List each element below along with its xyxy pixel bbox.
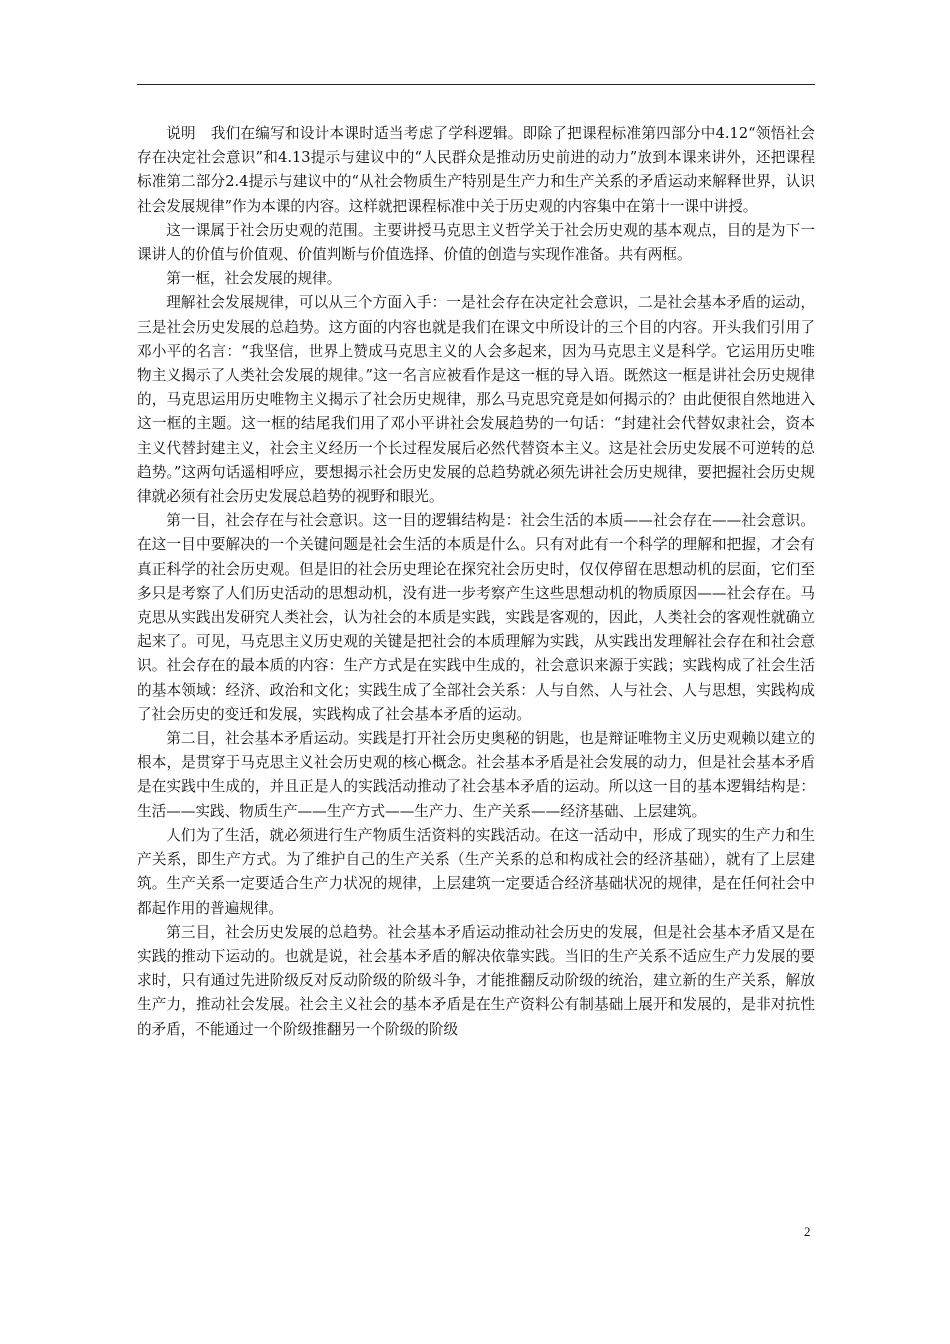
page-number: 2 (804, 1224, 811, 1239)
paragraph-section-two: 第二目，社会基本矛盾运动。实践是打开社会历史奥秘的钥匙，也是辩证唯物主义历史观赖以建立的根本，是贯穿于马克思主义社会历史观的核心概念。社会基本矛盾是社会发展的动力，但是社会基本矛盾是在实践中生成的，并且正是人的实践活动推动了社会基本矛盾的运动。所以这一目的基本逻辑结构是：生活——实践、物质生产——生产方式——生产力、生产关系——经济基础、上层建筑。 (137, 730, 815, 820)
paragraph-frame-one-intro: 理解社会发展规律，可以从三个方面入手：一是社会存在决定社会意识，二是社会基本矛盾的运动，三是社会历史发展的总趋势。这方面的内容也就是我们在课文中所设计的三个目的内容。开头我们引用了邓小平的名言：“我坚信，世界上赞成马克思主义的人会多起来，因为马克思主义是科学。它运用历史唯物主义揭示了人类社会发展的规律。”这一名言应被看作是这一框的导入语。既然这一框是讲社会历史规律的，马克思运用历史唯物主义揭示了社会历史规律，那么马克思究竟是如何揭示的？由此便很自然地进入这一框的主题。这一框的结尾我们用了邓小平讲社会发展趋势的一句话：“封建社会代替奴隶社会，资本主义代替封建主义，社会主义经历一个长过程发展后必然代替资本主义。这是社会历史发展不可逆转的总趋势。”这两句话遥相呼应，要想揭示社会历史发展的总趋势就必须先讲社会历史规律，要把握社会历史规律就必须有社会历史发展总趋势的视野和眼光。 (137, 294, 815, 506)
paragraph-lesson-scope: 这一课属于社会历史观的范围。主要讲授马克思主义哲学关于社会历史观的基本观点，目的是为下一课讲人的价值与价值观、价值判断与价值选择、价值的创造与实现作准备。共有两框。 (137, 221, 815, 264)
paragraph-section-one: 第一目，社会存在与社会意识。这一目的逻辑结构是：社会生活的本质——社会存在——社会意识。在这一目中要解决的一个关键问题是社会生活的本质是什么。只有对此有一个科学的理解和把握，才会有真正科学的社会历史观。但是旧的社会历史理论在探究社会历史时，仅仅停留在思想动机的层面，它们至多只是考察了人们历史活动的思想动机，没有进一步考察产生这些思想动机的物质原因——社会存在。马克思从实践出发研究人类社会，认为社会的本质是实践，实践是客观的，因此，人类社会的客观性就确立起来了。可见，马克思主义历史观的关键是把社会的本质理解为实践，从实践出发理解社会存在和社会意识。社会存在的最本质的内容：生产方式是在实践中生成的，社会意识来源于实践；实践构成了社会生活的基本领域：经济、政治和文化；实践生成了全部社会关系：人与自然、人与社会、人与思想，实践构成了社会历史的变迁和发展，实践构成了社会基本矛盾的运动。 (137, 512, 815, 723)
paragraph-note: 说明 我们在编写和设计本课时适当考虑了学科逻辑。即除了把课程标准第四部分中4.12“领悟社会存在决定社会意识”和4.13提示与建议中的“人民群众是推动历史前进的动力”放到本课来讲外，还把课程标准第二部分2.4提示与建议中的“从社会物质生产特别是生产力和生产关系的矛盾运动来解释世界，认识社会发展规律”作为本课的内容。这样就把课程标准中关于历史观的内容集中在第十一课中讲授。 (137, 125, 815, 215)
paragraph-production-activity: 人们为了生活，就必须进行生产物质生活资料的实践活动。在这一活动中，形成了现实的生产力和生产关系，即生产方式。为了维护自己的生产关系（生产关系的总和构成社会的经济基础），就有了上层建筑。生产关系一定要适合生产力状况的规律，上层建筑一定要适合经济基础状况的规律，是在任何社会中都起作用的普遍规律。 (137, 826, 815, 917)
paragraph-section-three: 第三目，社会历史发展的总趋势。社会基本矛盾运动推动社会历史的发展，但是社会基本矛盾又是在实践的推动下运动的。也就是说，社会基本矛盾的解决依靠实践。当旧的生产关系不适应生产力发展的要求时，只有通过先进阶级反对反动阶级的阶级斗争，才能推翻反动阶级的统治，建立新的生产关系，解放生产力，推动社会发展。社会主义社会的基本矛盾是在生产资料公有制基础上展开和发展的，是非对抗性的矛盾，不能通过一个阶级推翻另一个阶级的阶级 (137, 923, 815, 1038)
body-text (137, 122, 815, 1042)
paragraph-frame-one-heading: 第一框，社会发展的规律。 (166, 270, 342, 288)
header-rule (137, 84, 815, 85)
